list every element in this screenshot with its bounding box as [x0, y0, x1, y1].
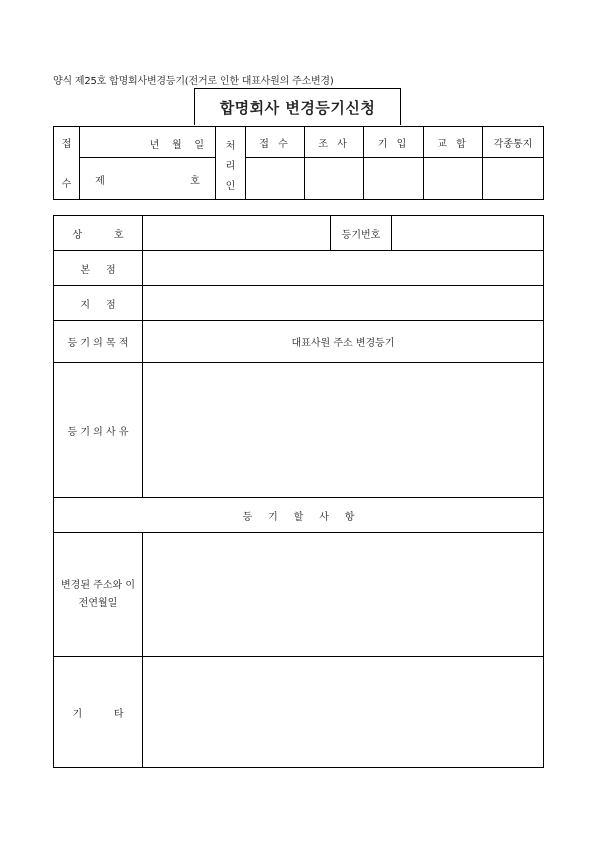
reason-label: 등 기 의 사 유 [67, 426, 129, 438]
col-verification: 교 합 [437, 138, 469, 150]
changed-address-field[interactable] [143, 533, 543, 656]
col-receipt: 접 수 [259, 138, 291, 150]
reason-field[interactable] [143, 363, 543, 497]
process-label-3: 인 [225, 180, 236, 192]
branch-field[interactable] [143, 286, 543, 320]
registration-number-field[interactable] [392, 216, 543, 250]
col-notices: 각종통지 [493, 138, 533, 150]
form-caption: 양식 제25호 합명회사변경등기(전거로 인한 대표사원의 주소변경) [53, 76, 334, 87]
col-entry: 기 입 [377, 138, 410, 150]
registration-number-label: 등기번호 [341, 229, 381, 241]
head-office-field[interactable] [143, 251, 543, 285]
trade-name-field[interactable] [143, 216, 330, 250]
receipt-label-bottom: 수 [61, 178, 72, 190]
other-field[interactable] [143, 657, 543, 767]
receipt-number-prefix: 제 [95, 175, 105, 187]
head-office-label: 본 점 [80, 264, 116, 276]
purpose-value: 대표사원 주소 변경등기 [291, 338, 395, 349]
col-investigation: 조 사 [318, 138, 350, 150]
process-label-2: 리 [225, 160, 236, 172]
receipt-label-top: 접 [61, 138, 72, 150]
process-label-1: 처 [225, 140, 236, 152]
trade-name-label: 상 호 [72, 229, 124, 241]
receipt-number-suffix: 호 [190, 175, 200, 187]
branch-label: 지 점 [80, 299, 116, 311]
other-label: 기 타 [72, 708, 124, 720]
purpose-label: 등 기 의 목 적 [67, 338, 129, 349]
changed-address-label-line2: 전연월일 [78, 597, 118, 609]
page-title: 합명회사 변경등기신청 [194, 88, 401, 125]
receipt-date-label: 년 월 일 [149, 139, 204, 151]
matters-header: 등 기 할 사 항 [242, 511, 355, 523]
changed-address-label-line1: 변경된 주소와 이 [61, 579, 135, 591]
changed-address-label [54, 533, 142, 656]
